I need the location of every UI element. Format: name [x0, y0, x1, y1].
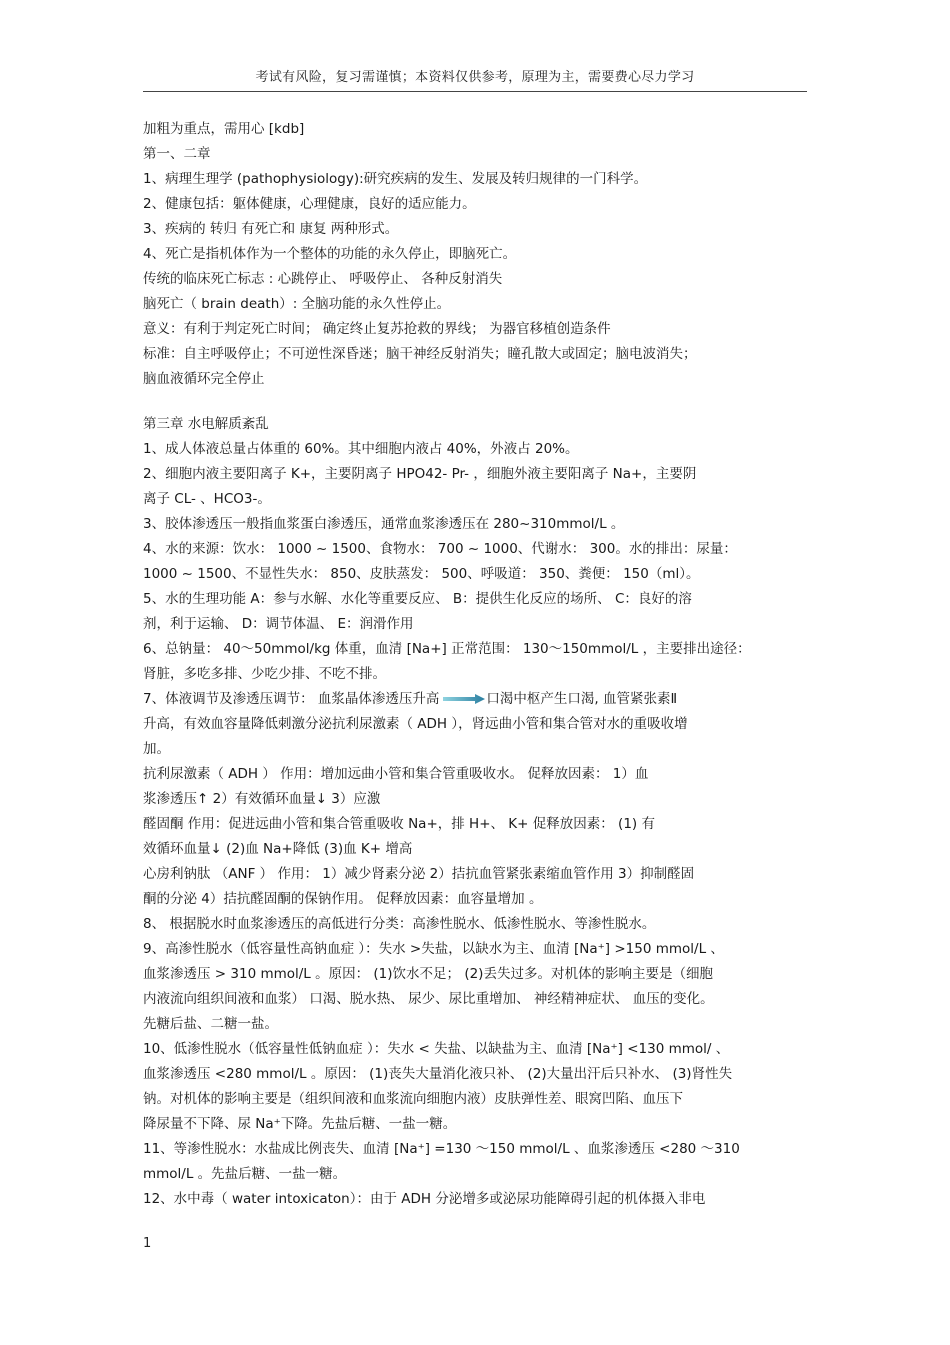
text-line: 抗利尿激素（ ADH ） 作用：增加远曲小管和集合管重吸收水。 促释放因素： 1）血 [143, 766, 649, 782]
text-line: 4、死亡是指机体作为一个整体的功能的永久停止，即脑死亡。 [143, 246, 517, 262]
document-body [143, 117, 811, 1212]
text-line: 降尿量不下降、尿 Na⁺下降。先盐后糖、一盐一糖。 [143, 1116, 457, 1132]
text-line: 3、胶体渗透压一般指血浆蛋白渗透压，通常血浆渗透压在 280~310mmol/L 。 [143, 516, 625, 532]
text-line: 先糖后盐、二糖一盐。 [143, 1016, 278, 1032]
text-line: 内液流向组织间液和血浆） 口渴、脱水热、 尿少、尿比重增加、 神经精神症状、 血压的变化。 [143, 991, 714, 1007]
text-line-with-arrow [143, 687, 811, 712]
text-line: 酮的分泌 4）拮抗醛固酮的保钠作用。 促释放因素：血容量增加 。 [143, 891, 543, 907]
text-line: 4、水的来源：饮水： 1000 ~ 1500、食物水： 700 ~ 1000、代谢水： 300。水的排出：尿量： [143, 541, 737, 557]
text-line: 钠。对机体的影响主要是（组织间液和血浆流向细胞内液）皮肤弹性差、眼窝凹陷、血压下 [143, 1091, 683, 1107]
text-line: 1000 ~ 1500、不显性失水： 850、皮肤蒸发： 500、呼吸道： 350、粪便： 150（ml）。 [143, 566, 700, 582]
text-line: 离子 CL- 、HCO3-。 [143, 491, 271, 507]
text-line: 11、等渗性脱水：水盐成比例丧失、血清 [Na⁺] =130 ～150 mmol/L 、血浆渗透压 <280 ～310 [143, 1141, 740, 1157]
text-segment: 7、体液调节及渗透压调节： 血浆晶体渗透压升高 [143, 691, 440, 707]
paragraph-gap [143, 392, 811, 412]
text-line: mmol/L 。先盐后糖、一盐一糖。 [143, 1166, 347, 1182]
text-line: 浆渗透压↑ 2）有效循环血量↓ 3）应激 [143, 791, 381, 807]
text-line: 10、低渗性脱水（低容量性低钠血症 ）：失水 < 失盐、以缺盐为主、血清 [Na⁺] <130 mmol/ 、 [143, 1041, 730, 1057]
header-rule [143, 91, 807, 92]
text-line: 心房利钠肽 （ANF ） 作用： 1）减少肾素分泌 2）拮抗血管紧张素缩血管作用 3）抑制醛固 [143, 866, 695, 882]
text-line: 剂，利于运输、 D：调节体温、 E：润滑作用 [143, 616, 414, 632]
text-line: 9、高渗性脱水（低容量性高钠血症 ）：失水 >失盐，以缺水为主、血清 [Na⁺] >150 mmol/L 、 [143, 941, 724, 957]
text-line: 醛固酮 作用：促进远曲小管和集合管重吸收 Na+，排 H+、 K+ 促释放因素： (1) 有 [143, 816, 655, 832]
text-segment: 口渴中枢产生口渴, 血管紧张素Ⅱ [486, 691, 678, 707]
text-line: 效循环血量↓ (2)血 Na+降低 (3)血 K+ 增高 [143, 841, 413, 857]
text-line: 1、成人体液总量占体重的 60%。其中细胞内液占 40%，外液占 20%。 [143, 441, 579, 457]
chapter-heading: 第三章 水电解质紊乱 [143, 416, 269, 432]
text-line: 2、健康包括：躯体健康，心理健康，良好的适应能力。 [143, 196, 476, 212]
text-line: 加。 [143, 741, 170, 757]
text-line: 意义：有利于判定死亡时间； 确定终止复苏抢救的界线； 为器官移植创造条件 [143, 321, 611, 337]
text-line: 3、疾病的 转归 有死亡和 康复 两种形式。 [143, 221, 399, 237]
text-line: 1、病理生理学 (pathophysiology):研究疾病的发生、发展及转归规律的一门科学。 [143, 171, 648, 187]
chapter-heading: 第一、二章 [143, 146, 211, 162]
text-line: 传统的临床死亡标志 : 心跳停止、 呼吸停止、 各种反射消失 [143, 271, 503, 287]
text-line: 2、细胞内液主要阳离子 K+，主要阴离子 HPO42- Pr- ，细胞外液主要阳离子 Na+，主要阴 [143, 466, 697, 482]
text-line: 升高，有效血容量降低刺激分泌抗利尿激素（ ADH ），肾远曲小管和集合管对水的重吸收增 [143, 716, 688, 732]
text-line: 5、水的生理功能 A：参与水解、水化等重要反应、 B：提供生化反应的场所、 C：良好的溶 [143, 591, 692, 607]
text-line: 血浆渗透压 <280 mmol/L 。原因： (1)丧失大量消化液只补、 (2)大量出汗后只补水、 (3)肾性失 [143, 1066, 733, 1082]
text-line: 脑死亡（ brain death）: 全脑功能的永久性停止。 [143, 296, 451, 312]
text-line: 加粗为重点，需用心 [kdb] [143, 121, 305, 137]
text-line: 肾脏，多吃多排、少吃少排、不吃不排。 [143, 666, 386, 682]
right-arrow-icon [443, 694, 485, 704]
page-number: 1 [143, 1236, 152, 1251]
text-line: 12、水中毒（ water intoxicaton）：由于 ADH 分泌增多或泌尿功能障碍引起的机体摄入非电 [143, 1191, 706, 1207]
text-line: 6、总钠量： 40～50mmol/kg 体重，血清 [Na+] 正常范围： 130～150mmol/L ，主要排出途径： [143, 641, 751, 657]
text-line: 标准：自主呼吸停止；不可逆性深昏迷；脑干神经反射消失；瞳孔散大或固定；脑电波消失； [143, 346, 697, 362]
text-line: 8、 根据脱水时血浆渗透压的高低进行分类：高渗性脱水、低渗性脱水、等渗性脱水。 [143, 916, 656, 932]
text-line: 脑血液循环完全停止 [143, 371, 265, 387]
page-header-note: 考试有风险，复习需谨慎；本资料仅供参考，原理为主，需要费心尽力学习 [255, 70, 695, 85]
text-line: 血浆渗透压 > 310 mmol/L 。原因： (1)饮水不足； (2)丢失过多。对机体的影响主要是（细胞 [143, 966, 713, 982]
